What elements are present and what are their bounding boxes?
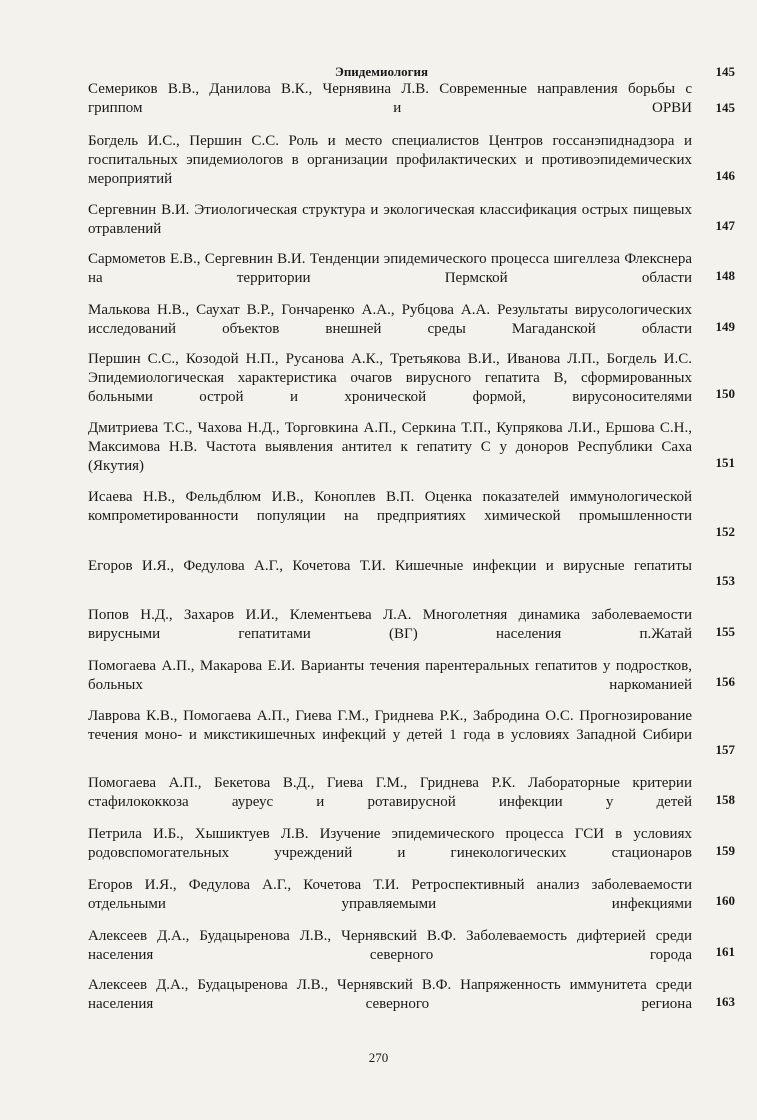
toc-entry: Дмитриева Т.С., Чахова Н.Д., Торговкина А.П., Серкина Т.П., Купрякова Л.И., Ершова С.Н., Максимова Н.В. Частота выявления антител к гепатиту С у доноров Республики Саха (Якутия) ..... xyxy=(88,419,692,476)
toc-entry-page: 145 xyxy=(715,100,735,115)
section-page-number: 145 xyxy=(715,64,735,79)
toc-entry-page: 150 xyxy=(715,386,735,401)
toc-entry: Исаева Н.В., Фельдблюм И.В., Коноплев В.П. Оценка показателей иммунологической компрометированности популяции на предприятиях химической промышленности ..... xyxy=(88,488,692,526)
toc-entry-page: 163 xyxy=(715,994,735,1009)
toc-entry-page: 157 xyxy=(715,742,735,757)
section-title: Эпидемиология xyxy=(335,64,429,79)
toc-entry-page: 156 xyxy=(715,674,735,689)
toc-entry: Помогаева А.П., Макарова Е.И. Варианты течения парентеральных гепатитов у подростков, больных наркоманией ..... xyxy=(88,657,692,695)
toc-entry: Малькова Н.В., Саухат В.Р., Гончаренко А.А., Рубцова А.А. Результаты вирусологических исследований объектов внешней среды Магаданской области ..... xyxy=(88,301,692,339)
toc-entry-page: 147 xyxy=(715,218,735,233)
toc-entry-page: 160 xyxy=(715,893,735,908)
toc-entry: Сергевнин В.И. Этиологическая структура и экологическая классификация острых пищевых отравлений ..... xyxy=(88,201,692,239)
toc-entry-page: 151 xyxy=(715,455,735,470)
toc-entry: Семериков В.В., Данилова В.К., Чернявина Л.В. Современные направления борьбы с гриппом и ОРВИ ..... xyxy=(88,80,692,118)
toc-entry: Помогаева А.П., Бекетова В.Д., Гиева Г.М., Гриднева Р.К. Лабораторные критерии стафилококкоза ауреус и ротавирусной инфекции у детей ..... xyxy=(88,774,692,812)
toc-entry-page: 152 xyxy=(715,524,735,539)
toc-entry: Лаврова К.В., Помогаева А.П., Гиева Г.М., Гриднева Р.К., Забродина О.С. Прогнозирование течения моно- и микстикишечных инфекций у детей 1 года в условиях Западной Сибири ..... xyxy=(88,707,692,745)
page-number-footer: 270 xyxy=(368,1050,389,1065)
toc-entry: Егоров И.Я., Федулова А.Г., Кочетова Т.И. Кишечные инфекции и вирусные гепатиты ..... xyxy=(88,557,692,576)
toc-entry: Сармометов Е.В., Сергевнин В.И. Тенденции эпидемического процесса шигеллеза Флекснера на территории Пермской области ..... xyxy=(88,250,692,288)
toc-entry: Богдель И.С., Першин С.С. Роль и место специалистов Центров госсанэпиднадзора и госпитальных эпидемиологов в организации профилактических и противоэпидемических мероприятий ..... xyxy=(88,132,692,189)
toc-entry: Попов Н.Д., Захаров И.И., Клементьева Л.А. Многолетняя динамика заболеваемости вирусными гепатитами (ВГ) населения п.Жатай ..... xyxy=(88,606,692,644)
toc-entry: Алексеев Д.А., Будацыренова Л.В., Чернявский В.Ф. Заболеваемость дифтерией среди населения северного города ..... xyxy=(88,927,692,965)
toc-entry: Алексеев Д.А., Будацыренова Л.В., Чернявский В.Ф. Напряженность иммунитета среди населения северного региона ..... xyxy=(88,976,692,1014)
toc-entry-page: 148 xyxy=(715,268,735,283)
toc-entry-page: 146 xyxy=(715,168,735,183)
toc-entry-page: 158 xyxy=(715,792,735,807)
toc-entry-page: 161 xyxy=(715,944,735,959)
toc-entry: Петрила И.Б., Хышиктуев Л.В. Изучение эпидемического процесса ГСИ в условиях родовспомогательных учреждений и гинекологических стационаров ..... xyxy=(88,825,692,863)
toc-entry-page: 159 xyxy=(715,843,735,858)
toc-entry-page: 155 xyxy=(715,624,735,639)
toc-entry-page: 153 xyxy=(715,573,735,588)
toc-entry-page: 149 xyxy=(715,319,735,334)
toc-entry: Егоров И.Я., Федулова А.Г., Кочетова Т.И. Ретроспективный анализ заболеваемости отдельными управляемыми инфекциями ..... xyxy=(88,876,692,914)
toc-entry: Першин С.С., Козодой Н.П., Русанова А.К., Третьякова В.И., Иванова Л.П., Богдель И.С. Эпидемиологическая характеристика очагов вирусного гепатита В, сформированных больными острой и хронической формой, вирусоносителями ..... xyxy=(88,350,692,407)
